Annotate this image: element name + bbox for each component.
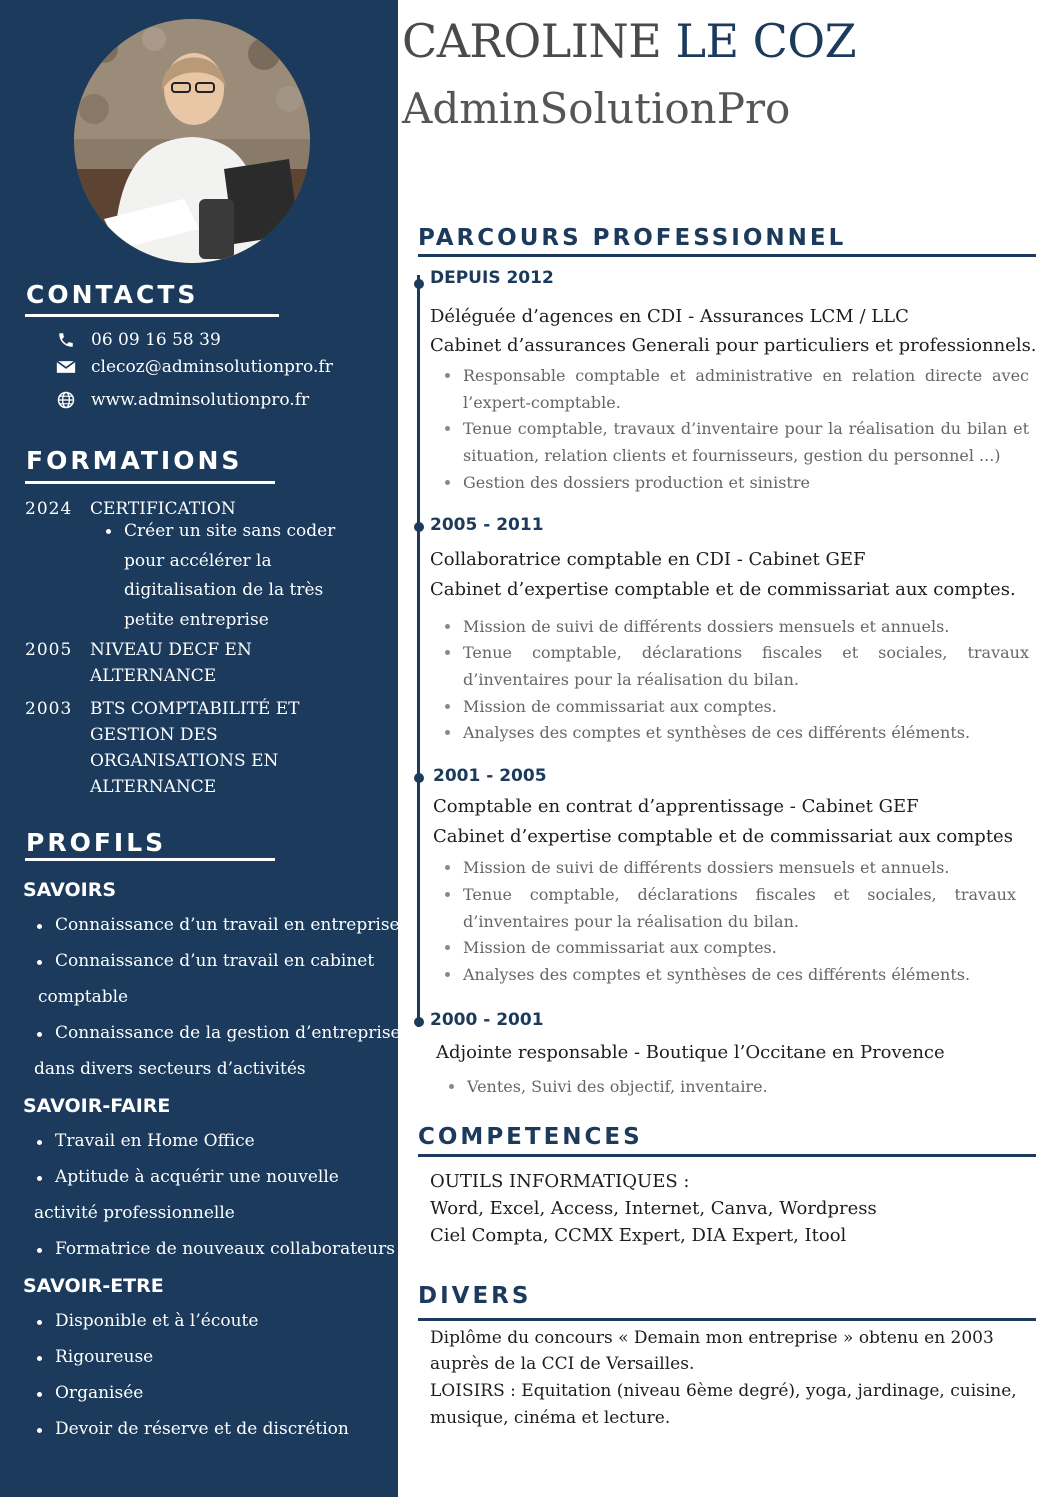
timeline-line [417,275,420,1027]
profil-item [55,1131,255,1151]
job-bullet-text: Tenue comptable, travaux d’inventaire pour la réalisation du bilan et situation, relation clients et fournisseurs, gestion du personnel ...) [463,419,1029,465]
job-company: Cabinet d’assurances Generali pour particuliers et professionnels. [430,335,1037,356]
savoirs-heading: SAVOIRS [23,879,117,901]
job-bullet-text: Ventes, Suivi des objectif, inventaire. [467,1077,768,1096]
job-bullet-text: Mission de suivi de différents dossiers mensuels et annuels. [463,617,950,636]
job-title: Collaboratrice comptable en CDI - Cabinet GEF [430,549,866,570]
savoir-faire-heading: SAVOIR-FAIRE [23,1095,171,1117]
job-bullet-text: Responsable comptable et administrative en relation directe avec l’expert-comptable. [463,366,1029,412]
profil-item-text: Travail en Home Office [55,1131,255,1151]
job-bullet [463,881,1016,935]
job-company: Cabinet d’expertise comptable et de commissariat aux comptes [433,826,1013,847]
bullet-dot [37,1392,42,1397]
profil-item [55,1311,258,1331]
profil-item-text: Disponible et à l’écoute [55,1311,259,1331]
profils-heading: PROFILS [26,828,167,857]
profil-item [55,1383,143,1403]
formation-label: BTS COMPTABILITÉ ET GESTION DES ORGANISATIONS EN ALTERNANCE [90,699,300,797]
profil-item-text: Organisée [55,1383,144,1403]
profil-item-text: Connaissance d’un travail en cabinet [55,951,375,971]
bullet-dot [445,972,450,977]
savoir-etre-heading: SAVOIR-ETRE [23,1275,164,1297]
contacts-heading: CONTACTS [26,280,199,309]
bullet-dot [37,1176,42,1181]
timeline-dot [414,1017,424,1027]
profile-photo-image [74,19,310,263]
divers-heading: DIVERS [418,1283,532,1309]
contact-phone-text: 06 09 16 58 39 [91,330,221,350]
formation-bullet-line: Créer un site sans coder [124,521,336,541]
job-period: 2000 - 2001 [430,1010,544,1030]
parcours-heading: PARCOURS PROFESSIONNEL [418,225,847,251]
divers-line: auprès de la CCI de Versailles. [430,1354,695,1374]
job-bullet [463,719,1029,746]
job-bullet [463,693,1029,720]
divers-line: LOISIRS : Equitation (niveau 6ème degré), yoga, jardinage, cuisine, [430,1381,1017,1401]
bullet-dot [449,1084,454,1089]
job-title: Adjointe responsable - Boutique l’Occitane en Provence [436,1042,945,1063]
bullet-dot [445,373,450,378]
bullet-dot [445,730,450,735]
formation-bullet-line: digitalisation de la très [124,580,324,600]
timeline-dot [414,773,424,783]
profil-item-continuation: dans divers secteurs d’activités [34,1059,306,1079]
job-company: Cabinet d’expertise comptable et de commissariat aux comptes. [430,579,1016,600]
competences-line: Ciel Compta, CCMX Expert, DIA Expert, Itool [430,1225,847,1246]
formation-year: 2003 [25,699,73,719]
profil-item [55,1347,153,1367]
bullet-dot [37,1032,42,1037]
bullet-dot [106,529,111,534]
bullet-dot [445,892,450,897]
job-bullet-text: Analyses des comptes et synthèses de ces différents éléments. [463,965,971,984]
job-bullet [467,1073,1033,1100]
profil-item-continuation: comptable [38,987,129,1007]
formation-bullet-line: petite entreprise [124,609,269,630]
job-bullet [463,854,1029,881]
bullet-dot [445,650,450,655]
job-bullet-text: Mission de commissariat aux comptes. [463,938,777,957]
formations-heading: FORMATIONS [26,446,243,475]
bullet-dot [37,924,42,929]
profil-item-text: Connaissance de la gestion d’entreprise [55,1023,401,1043]
company-name: AdminSolutionPro [402,84,791,133]
job-bullet-text: Tenue comptable, déclarations fiscales et sociales, travaux d’inventaires pour la réalisation du bilan. [463,643,1029,689]
job-period: DEPUIS 2012 [430,268,554,288]
timeline-dot [414,522,424,532]
profil-item [55,1167,339,1187]
job-title: Comptable en contrat d’apprentissage - Cabinet GEF [433,796,919,817]
job-bullet [463,961,1029,988]
profil-item-text: Connaissance d’un travail en entreprise [55,915,400,935]
contact-email[interactable] [55,357,333,377]
profil-item [55,1419,349,1439]
profil-item [55,1023,401,1043]
formation-label: CERTIFICATION [90,499,236,519]
formation-year: 2005 [25,640,73,660]
job-bullet [463,639,1029,693]
profile-photo [74,19,310,263]
bullet-dot [445,426,450,431]
phone-icon [55,330,77,350]
job-bullet-text: Tenue comptable, déclarations fiscales et sociales, travaux d’inventaires pour la réalisation du bilan. [463,885,1016,931]
job-bullet [463,613,1029,640]
profil-item-continuation: activité professionnelle [34,1203,235,1223]
bullet-dot [37,960,42,965]
divers-line: Diplôme du concours « Demain mon entreprise » obtenu en 2003 [430,1328,994,1348]
job-title: Déléguée d’agences en CDI - Assurances LCM / LLC [430,306,909,327]
mail-icon [55,357,77,377]
bullet-dot [37,1140,42,1145]
profil-item [55,951,374,971]
job-bullet-text: Mission de commissariat aux comptes. [463,697,777,716]
timeline-dot [414,279,424,289]
contact-website[interactable] [55,390,309,410]
formations-divider [25,481,275,484]
profil-item [55,1239,395,1259]
formation-label: NIVEAU DECF EN ALTERNANCE [90,640,252,686]
profil-item [55,915,400,935]
bullet-dot [445,624,450,629]
candidate-name [402,14,856,68]
bullet-dot [445,480,450,485]
contact-email-text: clecoz@adminsolutionpro.fr [91,357,333,377]
profils-divider [25,858,275,861]
globe-icon [55,390,77,410]
divers-line: musique, cinéma et lecture. [430,1408,671,1428]
profil-item-text: Formatrice de nouveaux collaborateurs [55,1239,395,1259]
job-period: 2005 - 2011 [430,515,544,535]
job-bullet-text: Mission de suivi de différents dossiers mensuels et annuels. [463,858,950,877]
profil-item-text: Aptitude à acquérir une nouvelle [55,1167,339,1187]
contacts-divider [25,314,279,317]
formation-year: 2024 [25,499,73,519]
formation-bullet [124,517,344,635]
job-period: 2001 - 2005 [433,766,547,786]
job-bullet-text: Gestion des dossiers production et sinistre [463,473,810,492]
divers-divider [418,1318,1036,1321]
competences-divider [418,1154,1036,1157]
bullet-dot [37,1248,42,1253]
profil-item-text: Devoir de réserve et de discrétion [55,1419,349,1439]
contact-website-text: www.adminsolutionpro.fr [91,390,310,410]
bullet-dot [445,704,450,709]
job-bullet [463,415,1029,469]
competences-line: OUTILS INFORMATIQUES : [430,1171,690,1192]
profil-item-text: Rigoureuse [55,1347,154,1367]
bullet-dot [445,865,450,870]
parcours-divider [418,254,1036,257]
last-name: LE COZ [675,14,857,68]
job-bullet-text: Analyses des comptes et synthèses de ces différents éléments. [463,723,971,742]
bullet-dot [37,1428,42,1433]
bullet-dot [37,1356,42,1361]
job-bullet [463,362,1029,416]
job-bullet [463,469,1029,496]
bullet-dot [37,1320,42,1325]
sidebar [0,0,401,1497]
bullet-dot [445,945,450,950]
job-bullet [463,934,1029,961]
formation-bullet-line: pour accélérer la [124,550,272,571]
competences-line: Word, Excel, Access, Internet, Canva, Wordpress [430,1198,877,1219]
first-name: CAROLINE [402,14,662,68]
competences-heading: COMPETENCES [418,1124,643,1150]
contact-phone[interactable] [55,330,221,350]
